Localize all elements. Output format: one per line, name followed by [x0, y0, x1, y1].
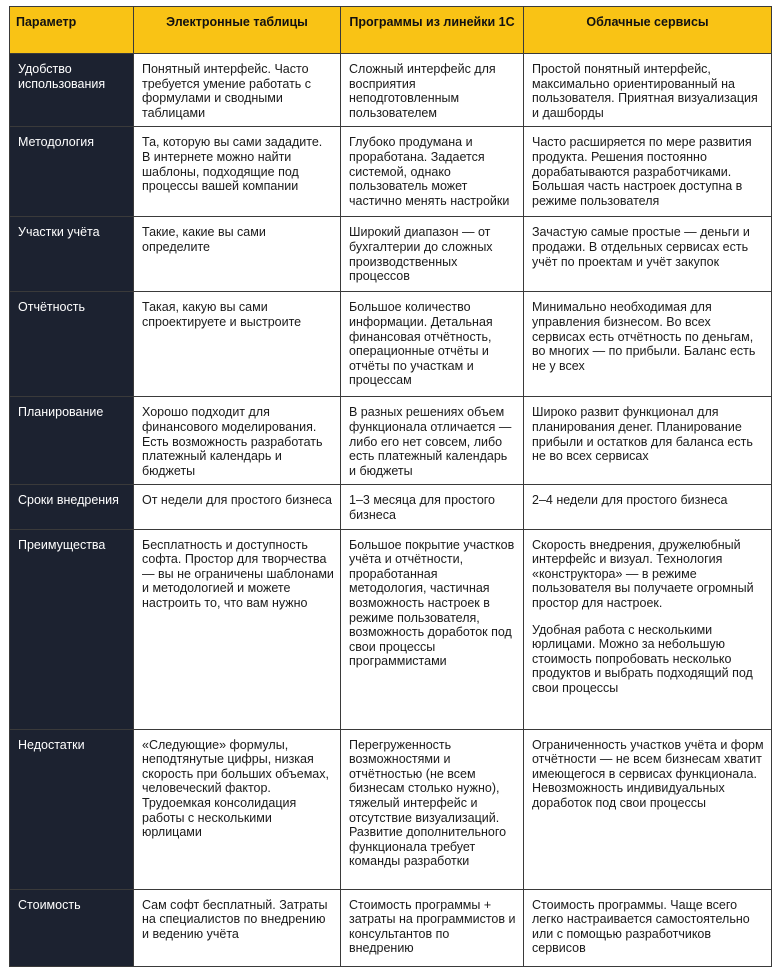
cell-paragraph: Скорость внедрения, дружелюбный интерфейс и визуал. Технология «конструктора» — в режиме пользователя вы получаете огромный простор для настроек. [532, 537, 754, 610]
cell-spreadsheets: Понятный интерфейс. Часто требуется умение работать с формулами и сводными таблицами [134, 54, 341, 127]
cell-spreadsheets: От недели для простого бизнеса [134, 485, 341, 529]
cell-1c-programs: Большое количество информации. Детальная финансовая отчётность, операционные отчёты и отчёты по участкам и процессам [341, 292, 524, 397]
cell-cloud-services: Минимально необходимая для управления бизнесом. Во всех сервисах есть отчётность по деньгам, во многих — по прибыли. Баланс есть не у всех [524, 292, 772, 397]
table-row [10, 485, 772, 529]
cell-1c-programs: Глубоко продумана и проработана. Задается системой, однако пользователь может частично менять настройки [341, 127, 524, 217]
cell-paragraph: Удобная работа с несколькими юрлицами. Можно за небольшую стоимость попробовать несколько продуктов и выбрать подходящий под свои процессы [532, 622, 753, 695]
cell-1c-programs: Большое покрытие участков учёта и отчётности, проработанная методология, частичная возможность настроек в режиме пользователя, возможность доработок под свои процессы программистами [341, 529, 524, 729]
cell-cloud-services: Зачастую самые простые — деньги и продажи. В отдельных сервисах есть учёт по проектам и учёт закупок [524, 217, 772, 292]
table-row [10, 889, 772, 966]
table-row [10, 292, 772, 397]
row-param: Методология [10, 127, 134, 217]
cell-spreadsheets: Такие, какие вы сами определите [134, 217, 341, 292]
row-param: Преимущества [10, 529, 134, 729]
cell-cloud-services: 2–4 недели для простого бизнеса [524, 485, 772, 529]
cell-spreadsheets: Бесплатность и доступность софта. Простор для творчества — вы не ограничены шаблонами и методологией и можете настроить то, что вам нужно [134, 529, 341, 729]
cell-cloud-services: Простой понятный интерфейс, максимально ориентированный на пользователя. Приятная визуализация и дашборды [524, 54, 772, 127]
header-spreadsheets: Электронные таблицы [134, 7, 341, 54]
cell-cloud-services: Ограниченность участков учёта и форм отчётности — не всем бизнесам хватит имеющегося в сервисах функционала. Невозможность индивидуальных доработок под свои процессы [524, 729, 772, 889]
cell-1c-programs: 1–3 месяца для простого бизнеса [341, 485, 524, 529]
header-row [10, 7, 772, 54]
row-param: Недостатки [10, 729, 134, 889]
cell-cloud-services: Стоимость программы. Чаще всего легко настраивается самостоятельно или с помощью разработчиков сервисов [524, 889, 772, 966]
row-param: Удобство использования [10, 54, 134, 127]
header-1c-programs: Программы из линейки 1С [341, 7, 524, 54]
cell-1c-programs: Стоимость программы + затраты на программистов и консультантов по внедрению [341, 889, 524, 966]
cell-1c-programs: Сложный интерфейс для восприятия неподготовленным пользователем [341, 54, 524, 127]
table-row [10, 729, 772, 889]
table-row [10, 127, 772, 217]
cell-cloud-services [524, 529, 772, 729]
table-row [10, 397, 772, 485]
header-cloud-services: Облачные сервисы [524, 7, 772, 54]
cell-spreadsheets: Сам софт бесплатный. Затраты на специалистов по внедрению и ведению учёта [134, 889, 341, 966]
row-param: Стоимость [10, 889, 134, 966]
row-param: Участки учёта [10, 217, 134, 292]
cell-cloud-services: Часто расширяется по мере развития продукта. Решения постоянно дорабатываются разработчиками. Большая часть настроек доступна в режиме пользователя [524, 127, 772, 217]
row-param: Сроки внедрения [10, 485, 134, 529]
cell-spreadsheets: Такая, какую вы сами спроектируете и выстроите [134, 292, 341, 397]
cell-spreadsheets: Та, которую вы сами зададите. В интернете можно найти шаблоны, подходящие под процессы вашей компании [134, 127, 341, 217]
cell-1c-programs: В разных решениях объем функционала отличается — либо его нет совсем, либо есть платежный календарь и бюджеты [341, 397, 524, 485]
cell-1c-programs: Широкий диапазон — от бухгалтерии до сложных производственных процессов [341, 217, 524, 292]
cell-spreadsheets: «Следующие» формулы, неподтянутые цифры, низкая скорость при больших объемах, человеческий фактор. Трудоемкая консолидация работы с несколькими юрлицами [134, 729, 341, 889]
header-param: Параметр [10, 7, 134, 54]
table-row [10, 217, 772, 292]
row-param: Отчётность [10, 292, 134, 397]
cell-cloud-services: Широко развит функционал для планирования денег. Планирование прибыли и остатков для баланса есть не во всех сервисах [524, 397, 772, 485]
table-row [10, 54, 772, 127]
table-row [10, 529, 772, 729]
row-param: Планирование [10, 397, 134, 485]
cell-1c-programs: Перегруженность возможностями и отчётностью (не всем бизнесам столько нужно), тяжелый интерфейс и отсутствие визуализаций. Развитие дополнительного функционала требует команды разработки [341, 729, 524, 889]
cell-spreadsheets: Хорошо подходит для финансового моделирования. Есть возможность разработать платежный календарь и бюджеты [134, 397, 341, 485]
comparison-table [9, 6, 772, 967]
